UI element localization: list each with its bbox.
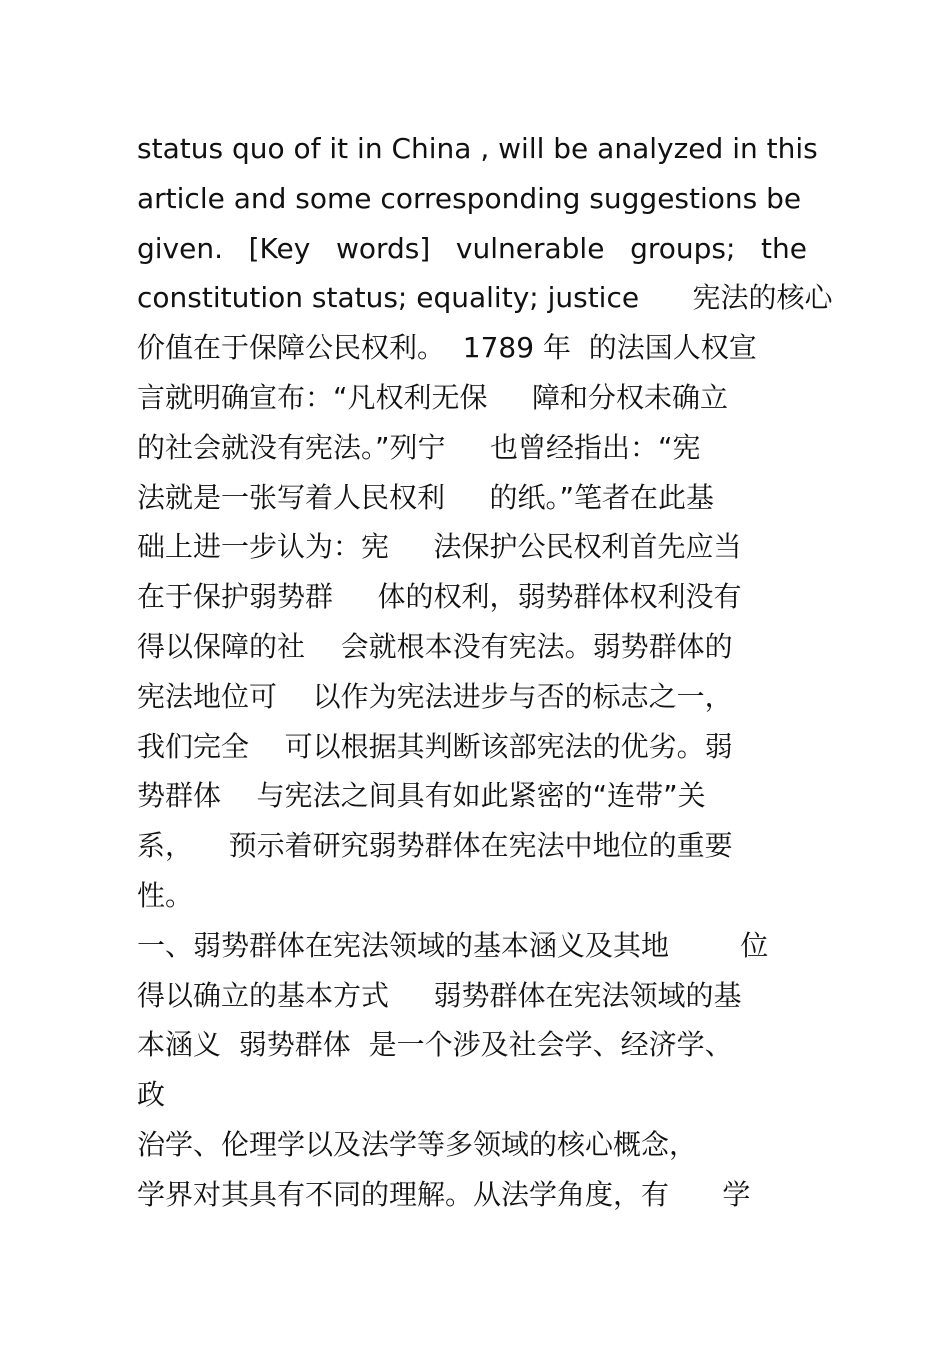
text-line: article and some corresponding suggestions be [137,181,802,215]
text-line: 系， 预示着研究弱势群体在宪法中地位的重要 [137,829,733,863]
text-line: 性。 [137,878,194,912]
text-line: 宪法地位可 以作为宪法进步与否的标志之一， [137,679,733,713]
text-line: 的社会就没有宪法。”列宁 也曾经指出：“宪 [137,430,701,464]
word: [Key [248,231,311,265]
word: the [761,231,807,265]
text-line: 我们完全 可以根据其判断该部宪法的优劣。弱 [137,729,733,763]
word: vulnerable [455,231,605,265]
text-line: 得以确立的基本方式 弱势群体在宪法领域的基 [137,978,742,1012]
text-line: 学界对其具有不同的理解。从法学角度，有 学 [137,1177,751,1211]
text-line-justified [137,224,807,274]
text-line: 得以保障的社 会就根本没有宪法。弱势群体的 [137,629,733,663]
text-line: 势群体 与宪法之间具有如此紧密的“连带”关 [137,779,706,813]
text-line: 础上进一步认为：宪 法保护公民权利首先应当 [137,530,742,564]
text-line: 在于保护弱势群 体的权利，弱势群体权利没有 [137,580,742,614]
text-line: status quo of it in China , will be analyzed in this [137,132,818,165]
text-line: constitution status; equality; justice 宪法的核心 [137,281,833,315]
text-line: 本涵义 弱势群体 是一个涉及社会学、经济学、 [137,1028,733,1062]
word: groups; [630,231,736,265]
section-heading-line: 一、弱势群体在宪法领域的基本涵义及其地 位 [137,928,769,962]
word: words] [335,231,431,265]
text-line: 言就明确宣布：“凡权利无保 障和分权未确立 [137,380,729,414]
body-text [137,124,833,1220]
text-line: 法就是一张写着人民权利 的纸。”笔者在此基 [137,480,715,514]
text-line: 政 [137,1078,166,1112]
text-line: 治学、伦理学以及法学等多领域的核心概念， [137,1127,698,1161]
text-line: 价值在于保障公民权利。 1789 年 的法国人权宣 [137,331,757,365]
word: given. [137,231,223,265]
